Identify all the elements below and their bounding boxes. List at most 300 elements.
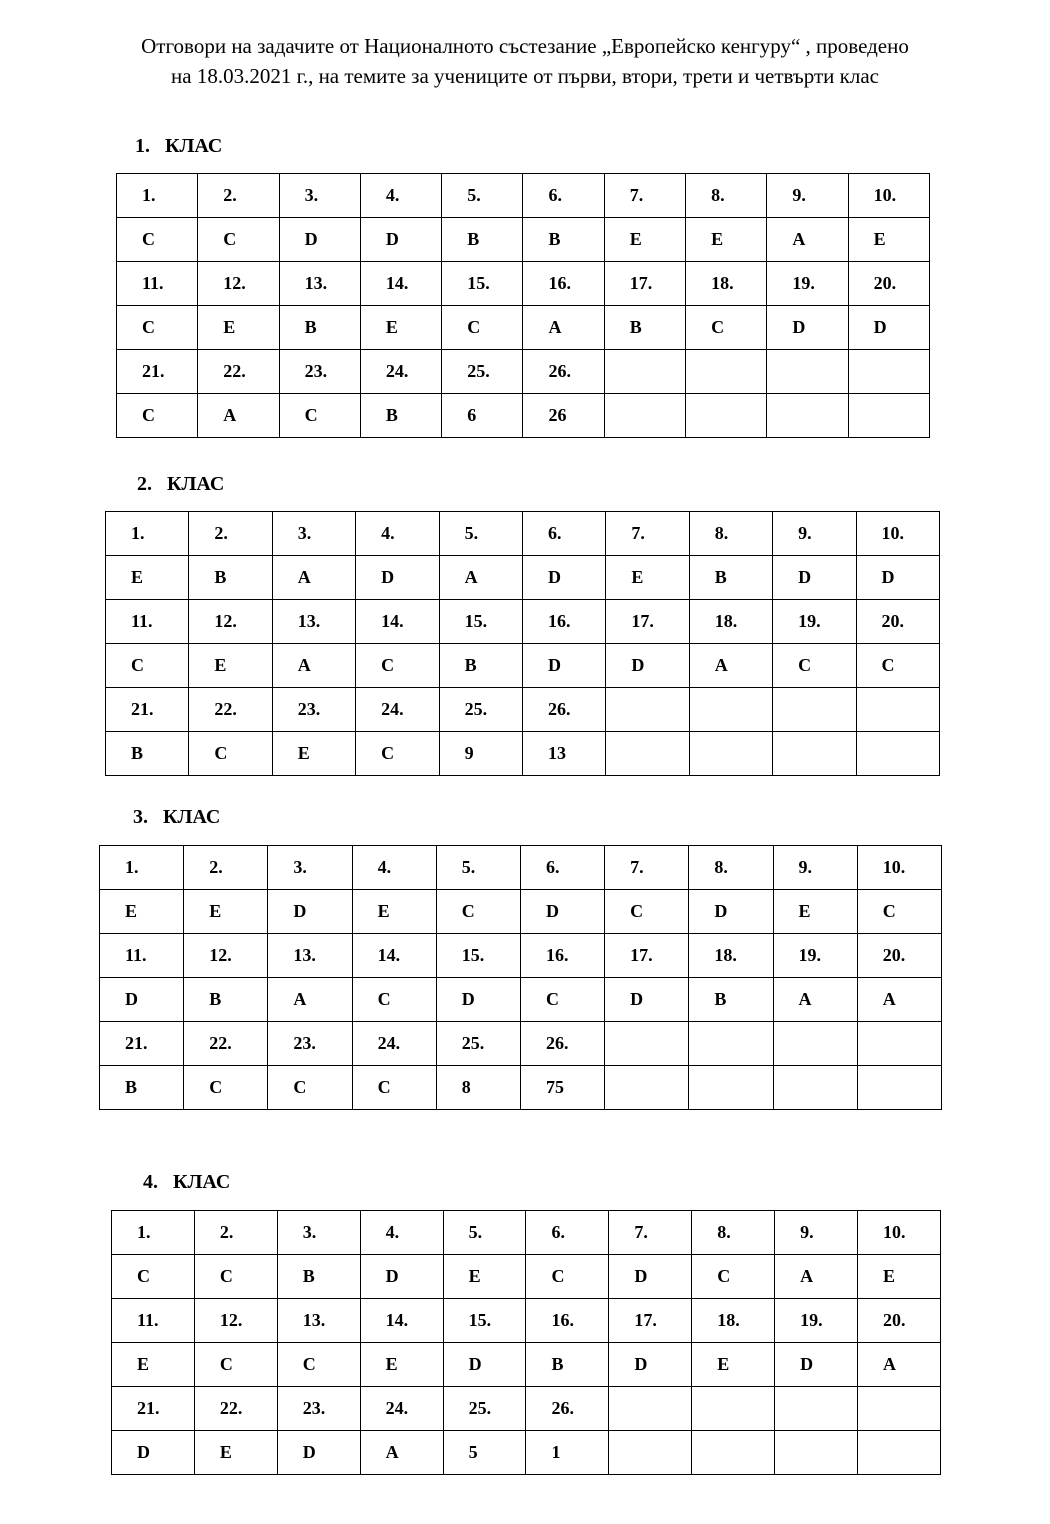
question-number-cell xyxy=(609,1387,692,1431)
answer-cell xyxy=(117,394,198,438)
answer-cell xyxy=(520,1066,604,1110)
answer-cell xyxy=(184,1066,268,1110)
answer-cell xyxy=(443,1343,526,1387)
answer-cell xyxy=(604,218,685,262)
answer-cell xyxy=(194,1255,277,1299)
question-number-cell xyxy=(773,1022,857,1066)
document-title-line-1: Отговори на задачите от Националното състезание „Европейско кенгуру“ , проведено xyxy=(141,34,909,58)
answer-value: C xyxy=(137,1266,150,1286)
table-row xyxy=(100,890,942,934)
answer-value: E xyxy=(883,1266,896,1286)
answer-value: D xyxy=(545,901,559,921)
question-number: 13. xyxy=(293,945,316,965)
question-number-cell xyxy=(272,688,355,732)
question-number-cell xyxy=(606,512,689,556)
answer-value: C xyxy=(209,1077,223,1097)
question-number: 18. xyxy=(714,945,737,965)
question-number: 23. xyxy=(293,1033,316,1053)
question-number-cell xyxy=(609,1211,692,1255)
question-number: 22. xyxy=(223,361,246,381)
question-number: 17. xyxy=(630,945,653,965)
question-number-cell xyxy=(198,174,279,218)
question-number-cell xyxy=(775,1211,858,1255)
question-number: 2. xyxy=(214,523,228,543)
answer-value: D xyxy=(800,1354,814,1374)
answer-cell xyxy=(526,1343,609,1387)
answer-value: C xyxy=(214,743,228,763)
answer-cell xyxy=(439,644,522,688)
question-number-cell xyxy=(689,688,772,732)
answer-cell xyxy=(112,1431,195,1475)
question-number: 11. xyxy=(131,611,153,631)
answer-cell xyxy=(773,890,857,934)
answer-value: E xyxy=(873,229,886,249)
question-number: 5. xyxy=(461,857,476,877)
answer-value: C xyxy=(223,229,237,249)
answer-value: B xyxy=(467,229,480,249)
answer-value: D xyxy=(304,229,318,249)
answer-value: B xyxy=(548,229,561,249)
answer-value: D xyxy=(137,1442,150,1462)
answer-value: C xyxy=(711,317,725,337)
answer-cell xyxy=(356,732,439,776)
answer-cell xyxy=(117,306,198,350)
question-number: 10. xyxy=(881,523,905,543)
question-number: 16. xyxy=(551,1310,574,1330)
answer-value: B xyxy=(131,743,144,763)
answer-cell xyxy=(100,890,184,934)
answer-cell xyxy=(856,732,939,776)
answer-value: E xyxy=(125,901,138,921)
question-number-cell xyxy=(773,846,857,890)
question-number: 14. xyxy=(381,611,404,631)
answer-value: B xyxy=(209,989,222,1009)
question-number-cell xyxy=(523,350,604,394)
question-number: 2. xyxy=(209,857,223,877)
question-number-cell xyxy=(436,1022,520,1066)
question-number: 12. xyxy=(214,611,237,631)
answer-cell xyxy=(100,1066,184,1110)
answer-cell xyxy=(856,644,939,688)
answer-cell xyxy=(604,394,685,438)
answer-value: 9 xyxy=(464,743,474,763)
table-row xyxy=(117,306,930,350)
question-number: 23. xyxy=(304,361,328,381)
question-number: 4. xyxy=(385,1222,400,1242)
answer-value: E xyxy=(385,317,398,337)
question-number-cell xyxy=(773,688,856,732)
question-number-cell xyxy=(272,512,355,556)
answer-value: B xyxy=(714,989,727,1009)
answer-value: D xyxy=(385,229,399,249)
answer-cell xyxy=(767,218,848,262)
table-row xyxy=(117,218,930,262)
answer-value: C xyxy=(461,901,475,921)
question-number: 5. xyxy=(468,1222,483,1242)
question-number: 11. xyxy=(142,273,164,293)
question-number-cell xyxy=(773,934,857,978)
question-number: 17. xyxy=(629,273,653,293)
question-number-cell xyxy=(112,1211,195,1255)
answer-cell xyxy=(605,978,689,1022)
answer-cell xyxy=(856,556,939,600)
answer-cell xyxy=(848,394,929,438)
question-number-cell xyxy=(443,1387,526,1431)
answer-value: C xyxy=(131,655,144,675)
answer-value: D xyxy=(792,317,806,337)
question-number: 13. xyxy=(304,273,328,293)
question-number-cell xyxy=(352,934,436,978)
table-row xyxy=(112,1431,941,1475)
answer-cell xyxy=(106,732,189,776)
question-number-cell xyxy=(773,512,856,556)
answer-cell xyxy=(609,1431,692,1475)
question-number-cell xyxy=(692,1211,775,1255)
answer-value: B xyxy=(714,567,727,587)
question-number-cell xyxy=(356,688,439,732)
question-number: 25. xyxy=(464,699,488,719)
question-number-cell xyxy=(194,1299,277,1343)
answer-cell xyxy=(360,306,441,350)
answer-value: B xyxy=(302,1266,315,1286)
question-number: 6. xyxy=(551,1222,565,1242)
question-number-cell xyxy=(523,262,604,306)
table-row xyxy=(117,262,930,306)
answer-cell xyxy=(523,394,604,438)
answer-value: C xyxy=(381,655,395,675)
question-number-cell xyxy=(198,350,279,394)
answer-value: E xyxy=(717,1354,730,1374)
answer-cell xyxy=(442,306,523,350)
answer-cell xyxy=(604,306,685,350)
answer-cell xyxy=(436,978,520,1022)
question-number-cell xyxy=(604,262,685,306)
answer-cell xyxy=(692,1343,775,1387)
answer-value: C xyxy=(545,989,559,1009)
answer-value: A xyxy=(293,989,307,1009)
question-number: 8. xyxy=(714,857,728,877)
question-number: 18. xyxy=(711,273,734,293)
table-row xyxy=(106,556,940,600)
question-number: 26. xyxy=(551,1398,574,1418)
question-number: 8. xyxy=(714,523,729,543)
answer-cell xyxy=(356,644,439,688)
answer-value: D xyxy=(714,901,728,921)
question-number: 26. xyxy=(548,361,571,381)
question-number-cell xyxy=(526,1387,609,1431)
answer-cell xyxy=(609,1343,692,1387)
answer-cell xyxy=(523,218,604,262)
question-number-cell xyxy=(689,846,773,890)
question-number-cell xyxy=(856,512,939,556)
question-number-cell xyxy=(360,1299,443,1343)
answer-value: C xyxy=(142,229,155,249)
question-number-cell xyxy=(522,600,605,644)
answer-value: C xyxy=(219,1354,233,1374)
question-number-cell xyxy=(689,600,772,644)
answer-cell xyxy=(605,1066,689,1110)
answer-cell xyxy=(112,1255,195,1299)
question-number-cell xyxy=(686,174,767,218)
question-number-cell xyxy=(100,934,184,978)
question-number-cell xyxy=(100,846,184,890)
answers-table-grade-4 xyxy=(111,1210,941,1475)
answer-value: C xyxy=(142,317,155,337)
question-number: 23. xyxy=(302,1398,326,1418)
answer-cell xyxy=(439,556,522,600)
answer-value: E xyxy=(131,567,144,587)
question-number: 18. xyxy=(714,611,738,631)
answer-cell xyxy=(689,978,773,1022)
question-number: 15. xyxy=(464,611,488,631)
answer-cell xyxy=(272,556,355,600)
answer-value: D xyxy=(468,1354,482,1374)
question-number-cell xyxy=(106,512,189,556)
question-number-cell xyxy=(198,262,279,306)
question-number-cell xyxy=(268,1022,352,1066)
question-number-cell xyxy=(117,350,198,394)
question-number: 7. xyxy=(631,523,645,543)
answer-value: A xyxy=(798,989,812,1009)
answer-cell xyxy=(686,306,767,350)
answer-value: C xyxy=(377,1077,391,1097)
answer-value: C xyxy=(551,1266,565,1286)
section-heading-grade-3: 3. КЛАС xyxy=(133,806,221,828)
question-number: 5. xyxy=(464,523,479,543)
question-number-cell xyxy=(848,350,929,394)
question-number: 25. xyxy=(461,1033,485,1053)
answer-cell xyxy=(520,890,604,934)
question-number: 10. xyxy=(873,185,897,205)
question-number-cell xyxy=(526,1299,609,1343)
question-number-cell xyxy=(443,1211,526,1255)
question-number-cell xyxy=(277,1387,360,1431)
question-number-cell xyxy=(604,174,685,218)
answer-cell xyxy=(858,1431,941,1475)
table-row xyxy=(117,394,930,438)
answer-value: A xyxy=(385,1442,399,1462)
answer-value: A xyxy=(882,989,896,1009)
question-number-cell xyxy=(689,512,772,556)
answer-value: D xyxy=(881,567,895,587)
answer-value: E xyxy=(798,901,811,921)
answer-cell xyxy=(686,394,767,438)
question-number-cell xyxy=(443,1299,526,1343)
answer-value: 75 xyxy=(545,1077,564,1097)
answer-cell xyxy=(268,978,352,1022)
answer-value: A xyxy=(223,405,237,425)
question-number: 22. xyxy=(219,1398,243,1418)
question-number: 7. xyxy=(634,1222,648,1242)
answer-value: D xyxy=(631,655,645,675)
table-row xyxy=(106,644,940,688)
answer-cell xyxy=(198,218,279,262)
question-number-cell xyxy=(767,174,848,218)
question-number: 9. xyxy=(798,523,812,543)
question-number: 9. xyxy=(800,1222,814,1242)
question-number: 19. xyxy=(798,611,821,631)
answer-value: C xyxy=(381,743,395,763)
answer-value: 6 xyxy=(467,405,477,425)
question-number: 17. xyxy=(634,1310,657,1330)
answer-value: C xyxy=(304,405,318,425)
answer-value: D xyxy=(634,1354,648,1374)
answer-cell xyxy=(194,1343,277,1387)
question-number-cell xyxy=(436,934,520,978)
question-number: 20. xyxy=(883,1310,906,1330)
question-number-cell xyxy=(767,262,848,306)
question-number: 24. xyxy=(377,1033,401,1053)
answer-cell xyxy=(277,1343,360,1387)
answer-cell xyxy=(773,978,857,1022)
question-number-cell xyxy=(360,1387,443,1431)
answer-cell xyxy=(272,644,355,688)
question-number-cell xyxy=(436,846,520,890)
answer-value: A xyxy=(548,317,562,337)
answer-cell xyxy=(106,556,189,600)
answer-value: D xyxy=(461,989,475,1009)
answer-value: B xyxy=(214,567,227,587)
question-number-cell xyxy=(606,600,689,644)
question-number: 22. xyxy=(214,699,237,719)
answer-cell xyxy=(194,1431,277,1475)
answer-cell xyxy=(184,890,268,934)
answer-value: E xyxy=(377,901,390,921)
answer-cell xyxy=(692,1431,775,1475)
question-number-cell xyxy=(272,600,355,644)
answer-value: D xyxy=(634,1266,648,1286)
question-number-cell xyxy=(189,512,272,556)
answer-value: D xyxy=(293,901,307,921)
question-number: 10. xyxy=(882,857,906,877)
answer-cell xyxy=(277,1255,360,1299)
answer-cell xyxy=(360,1255,443,1299)
question-number-cell xyxy=(692,1387,775,1431)
question-number-cell xyxy=(106,688,189,732)
answer-value: C xyxy=(717,1266,731,1286)
answer-value: E xyxy=(209,901,222,921)
question-number: 21. xyxy=(125,1033,148,1053)
answer-value: C xyxy=(142,405,155,425)
answer-value: E xyxy=(219,1442,232,1462)
answer-value: A xyxy=(464,567,478,587)
question-number: 10. xyxy=(883,1222,906,1242)
answer-value: C xyxy=(881,655,895,675)
question-number: 16. xyxy=(548,273,571,293)
answer-cell xyxy=(268,890,352,934)
answer-cell xyxy=(352,1066,436,1110)
answer-value: E xyxy=(629,229,642,249)
answer-cell xyxy=(606,556,689,600)
question-number: 4. xyxy=(385,185,400,205)
question-number: 19. xyxy=(792,273,815,293)
question-number-cell xyxy=(360,174,441,218)
answer-cell xyxy=(692,1255,775,1299)
answer-cell xyxy=(522,556,605,600)
question-number-cell xyxy=(686,350,767,394)
answer-value: A xyxy=(297,655,311,675)
answer-cell xyxy=(605,890,689,934)
question-number: 16. xyxy=(547,611,571,631)
answer-cell xyxy=(686,218,767,262)
answer-value: 13 xyxy=(547,743,566,763)
table-row xyxy=(112,1387,941,1431)
answer-cell xyxy=(689,1066,773,1110)
answer-cell xyxy=(767,306,848,350)
answer-value: C xyxy=(293,1077,307,1097)
question-number: 2. xyxy=(223,185,237,205)
answer-cell xyxy=(360,1343,443,1387)
question-number-cell xyxy=(522,512,605,556)
question-number-cell xyxy=(268,934,352,978)
answer-cell xyxy=(689,890,773,934)
question-number-cell xyxy=(526,1211,609,1255)
question-number: 19. xyxy=(800,1310,823,1330)
table-row xyxy=(106,688,940,732)
answer-cell xyxy=(272,732,355,776)
question-number: 14. xyxy=(385,1310,409,1330)
question-number-cell xyxy=(606,688,689,732)
answer-value: C xyxy=(882,901,896,921)
question-number-cell xyxy=(189,688,272,732)
question-number-cell xyxy=(605,934,689,978)
answer-cell xyxy=(106,644,189,688)
question-number: 11. xyxy=(137,1310,159,1330)
question-number: 24. xyxy=(385,361,409,381)
question-number-cell xyxy=(857,934,941,978)
question-number-cell xyxy=(100,1022,184,1066)
answer-cell xyxy=(100,978,184,1022)
answer-value: B xyxy=(125,1077,138,1097)
answer-value: C xyxy=(630,901,644,921)
answer-cell xyxy=(606,732,689,776)
question-number: 24. xyxy=(385,1398,409,1418)
question-number-cell xyxy=(689,1022,773,1066)
answer-cell xyxy=(857,978,941,1022)
table-row xyxy=(100,1066,942,1110)
question-number: 20. xyxy=(873,273,897,293)
answer-cell xyxy=(858,1255,941,1299)
question-number-cell xyxy=(689,934,773,978)
table-row xyxy=(112,1211,941,1255)
question-number-cell xyxy=(858,1211,941,1255)
question-number: 6. xyxy=(548,185,562,205)
answer-value: D xyxy=(302,1442,316,1462)
document-title-line-2: на 18.03.2021 г., на темите за учениците от първи, втори, трети и четвърти клас xyxy=(171,64,879,88)
answers-table-grade-1 xyxy=(116,173,930,438)
question-number-cell xyxy=(360,350,441,394)
answer-cell xyxy=(198,394,279,438)
answer-value: A xyxy=(714,655,728,675)
question-number-cell xyxy=(360,1211,443,1255)
question-number-cell xyxy=(277,1211,360,1255)
question-number: 17. xyxy=(631,611,654,631)
answer-value: B xyxy=(385,405,398,425)
question-number: 12. xyxy=(219,1310,243,1330)
answer-cell xyxy=(858,1343,941,1387)
answer-cell xyxy=(360,1431,443,1475)
question-number: 23. xyxy=(297,699,321,719)
answer-cell xyxy=(857,890,941,934)
answer-cell xyxy=(609,1255,692,1299)
question-number-cell xyxy=(442,262,523,306)
section-heading-grade-4: 4. КЛАС xyxy=(143,1171,231,1193)
answer-cell xyxy=(848,218,929,262)
question-number-cell xyxy=(856,600,939,644)
question-number: 20. xyxy=(882,945,906,965)
question-number: 4. xyxy=(377,857,392,877)
question-number-cell xyxy=(184,934,268,978)
